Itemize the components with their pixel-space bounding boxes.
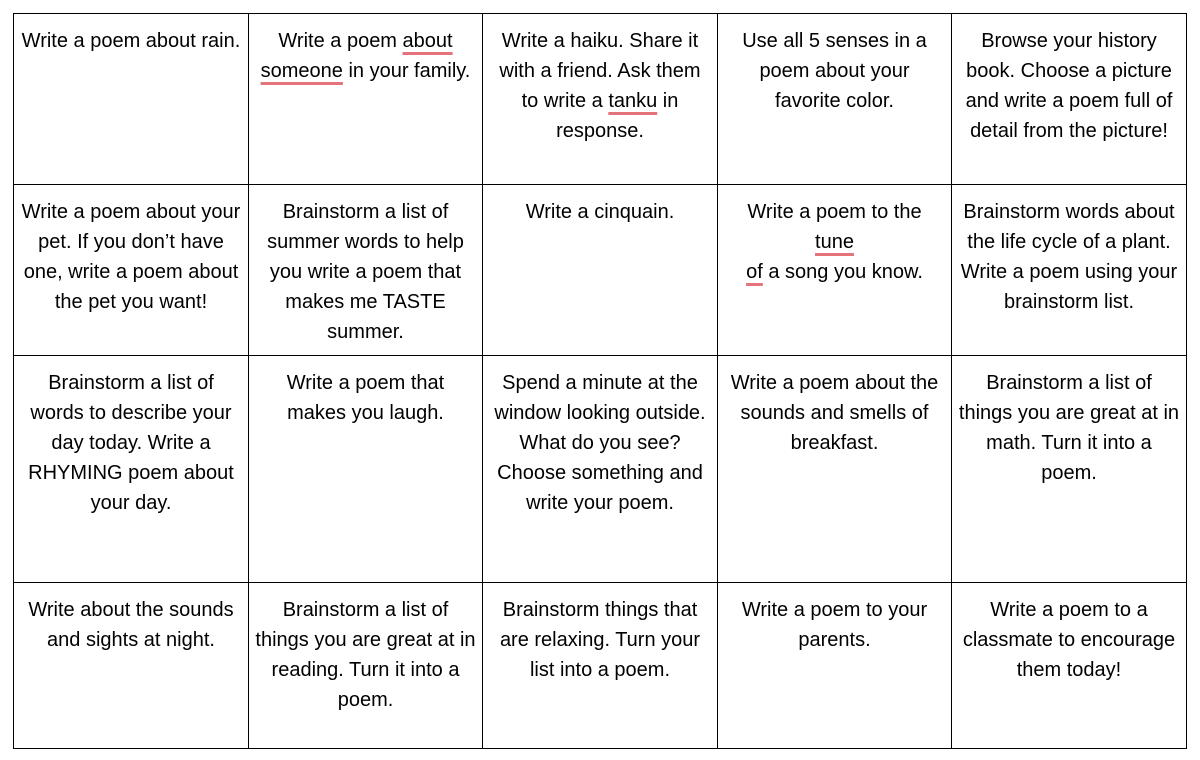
board-cell xyxy=(483,14,718,185)
board-cell xyxy=(718,356,952,583)
board-row xyxy=(14,356,1187,583)
prompt-text: in your family. xyxy=(342,60,471,82)
prompt-text: Brainstorm a list of summer words to help you write a poem that makes me TASTE summer. xyxy=(267,201,464,343)
board-cell xyxy=(952,185,1187,356)
board-cell xyxy=(718,185,952,356)
prompt-text: Write a poem that makes you laugh. xyxy=(286,372,445,424)
prompt-text: Write a poem about rain. xyxy=(21,30,241,52)
poetry-choice-board xyxy=(13,13,1187,749)
prompt-text: Write a cinquain. xyxy=(525,201,675,223)
spellcheck-flagged-phrase: about someone xyxy=(260,30,453,82)
spellcheck-flagged-word: tanku xyxy=(608,90,658,112)
prompt-text: Write a poem to your parents. xyxy=(741,599,928,651)
prompt-text: Write about the sounds and sights at night. xyxy=(28,599,234,651)
board-cell xyxy=(249,14,483,185)
prompt-text: a song you know. xyxy=(762,261,923,283)
prompt-text: Brainstorm a list of things you are great at in math. Turn it into a poem. xyxy=(958,372,1180,484)
prompt-text: Write a poem to a classmate to encourage them today! xyxy=(962,599,1176,681)
prompt-text: Browse your history book. Choose a picture and write a poem full of detail from the picture! xyxy=(965,30,1173,142)
prompt-text: Write a poem xyxy=(278,30,403,52)
spellcheck-flagged-word: tune xyxy=(815,231,854,253)
prompt-text: Use all 5 senses in a poem about your favorite color. xyxy=(742,30,927,112)
prompt-text: Spend a minute at the window looking outside. What do you see? Choose something and write your poem. xyxy=(494,372,706,514)
board-cell xyxy=(14,356,249,583)
board-cell xyxy=(14,14,249,185)
prompt-text: Brainstorm words about the life cycle of a plant. Write a poem using your brainstorm list. xyxy=(960,201,1178,313)
board-cell xyxy=(249,185,483,356)
spellcheck-flagged-word: of xyxy=(746,261,763,283)
board-cell xyxy=(483,356,718,583)
board-cell xyxy=(14,185,249,356)
prompt-text: Write a poem about your pet. If you don’t have one, write a poem about the pet you want! xyxy=(21,201,241,313)
prompt-text: in response. xyxy=(556,90,679,142)
board-cell xyxy=(14,583,249,749)
prompt-text: Brainstorm things that are relaxing. Turn your list into a poem. xyxy=(499,599,701,681)
prompt-text: Write a haiku. Share it with a friend. Ask them to write a xyxy=(499,30,701,112)
board-cell xyxy=(249,583,483,749)
board-cell xyxy=(249,356,483,583)
board-row xyxy=(14,185,1187,356)
board-row xyxy=(14,583,1187,749)
board-cell xyxy=(952,356,1187,583)
board-cell xyxy=(718,583,952,749)
prompt-text: Brainstorm a list of words to describe your day today. Write a RHYMING poem about your day. xyxy=(28,372,234,514)
board-cell xyxy=(952,583,1187,749)
prompt-text: Write a poem to the xyxy=(747,201,922,223)
board-row xyxy=(14,14,1187,185)
prompt-text: Write a poem about the sounds and smells of breakfast. xyxy=(730,372,939,454)
board-cell xyxy=(952,14,1187,185)
board-cell xyxy=(483,583,718,749)
board-cell xyxy=(718,14,952,185)
prompt-text: Brainstorm a list of things you are great at in reading. Turn it into a poem. xyxy=(255,599,476,711)
board-cell xyxy=(483,185,718,356)
